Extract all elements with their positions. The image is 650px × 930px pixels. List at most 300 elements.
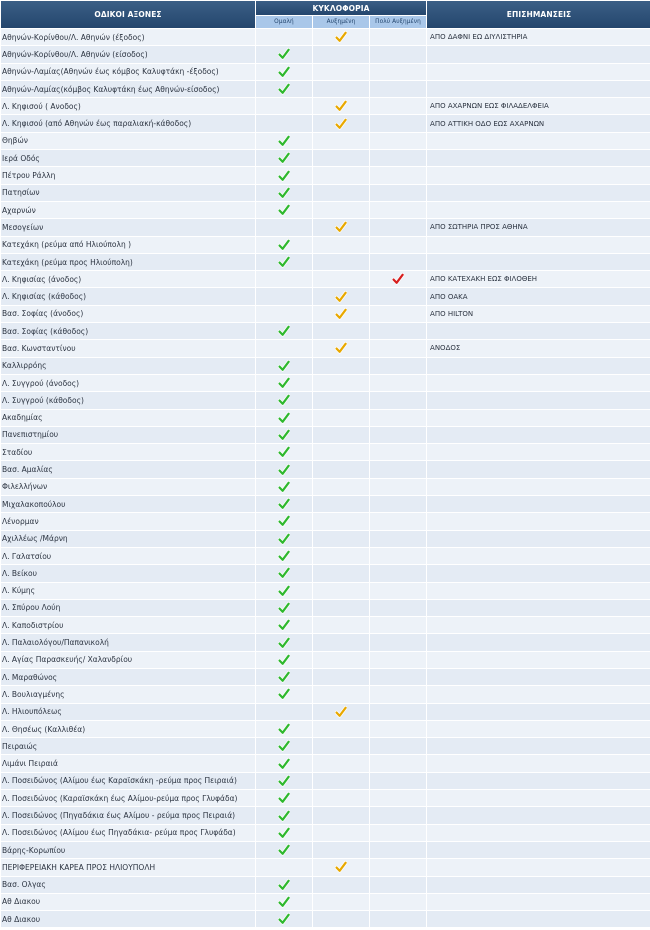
table-row [1, 652, 650, 668]
table-row [1, 669, 650, 685]
status-cell-normal [256, 410, 312, 426]
status-cell-normal [256, 496, 312, 512]
status-cell-normal [256, 237, 312, 253]
status-cell-increased [313, 461, 369, 477]
road-name: Λ. Ποσειδώνος (Αλίμου έως Καραϊσκάκη -ρεύμα προς Πειραιά) [1, 773, 255, 789]
status-cell-increased [313, 704, 369, 720]
status-cell-increased [313, 617, 369, 633]
note-cell [427, 565, 650, 581]
status-cell-normal [256, 98, 312, 114]
check-icon [335, 118, 347, 130]
status-cell-increased [313, 29, 369, 45]
road-name: Ιερά Οδός [1, 150, 255, 166]
note-cell [427, 755, 650, 771]
note-cell [427, 859, 650, 875]
status-cell-normal [256, 790, 312, 806]
status-cell-increased [313, 46, 369, 62]
status-cell-increased [313, 150, 369, 166]
status-cell-increased [313, 444, 369, 460]
status-cell-very-increased [370, 686, 426, 702]
table-row [1, 617, 650, 633]
table-row [1, 392, 650, 408]
road-name: Βάρης-Κορωπίου [1, 842, 255, 858]
status-cell-normal [256, 531, 312, 547]
check-icon [335, 342, 347, 354]
road-name: Βασ. Ολγας [1, 877, 255, 893]
status-cell-increased [313, 807, 369, 823]
table-row [1, 98, 650, 114]
check-icon [278, 446, 290, 458]
table-row [1, 237, 650, 253]
check-icon [278, 135, 290, 147]
road-name: Λ. Κύμης [1, 583, 255, 599]
status-cell-very-increased [370, 773, 426, 789]
check-icon [278, 48, 290, 60]
status-cell-very-increased [370, 479, 426, 495]
note-cell [427, 548, 650, 564]
status-cell-normal [256, 64, 312, 80]
status-cell-increased [313, 686, 369, 702]
note-cell [427, 634, 650, 650]
status-cell-increased [313, 496, 369, 512]
status-cell-normal [256, 479, 312, 495]
note-cell [427, 669, 650, 685]
note-cell [427, 894, 650, 910]
table-row [1, 288, 650, 304]
table-row [1, 755, 650, 771]
status-cell-very-increased [370, 513, 426, 529]
note-cell [427, 513, 650, 529]
note-cell [427, 721, 650, 737]
status-cell-very-increased [370, 219, 426, 235]
normal-header: Ομαλή [256, 16, 312, 28]
status-cell-very-increased [370, 721, 426, 737]
check-icon [392, 273, 404, 285]
status-cell-very-increased [370, 911, 426, 927]
table-row [1, 790, 650, 806]
status-cell-increased [313, 254, 369, 270]
status-cell-increased [313, 600, 369, 616]
status-cell-very-increased [370, 340, 426, 356]
notes-header: ΕΠΙΣΗΜΑΝΣΕΙΣ [427, 1, 650, 28]
status-cell-normal [256, 548, 312, 564]
note-cell [427, 790, 650, 806]
check-icon [278, 775, 290, 787]
status-cell-normal [256, 133, 312, 149]
check-icon [278, 844, 290, 856]
road-name: Φιλελλήνων [1, 479, 255, 495]
status-cell-very-increased [370, 185, 426, 201]
status-cell-normal [256, 583, 312, 599]
road-name: Λ. Σπύρου Λούη [1, 600, 255, 616]
check-icon [278, 204, 290, 216]
road-name: Βασ. Σοφίας (κάθοδος) [1, 323, 255, 339]
status-cell-normal [256, 911, 312, 927]
status-cell-normal [256, 340, 312, 356]
road-name: Αχιλλέως /Μάρνη [1, 531, 255, 547]
table-row [1, 427, 650, 443]
table-row [1, 738, 650, 754]
status-cell-increased [313, 81, 369, 97]
road-name: Καλλιρρόης [1, 358, 255, 374]
status-cell-increased [313, 392, 369, 408]
note-cell [427, 461, 650, 477]
status-cell-very-increased [370, 652, 426, 668]
note-cell [427, 167, 650, 183]
road-name: Λ. Θησέως (Καλλιθέα) [1, 721, 255, 737]
note-cell [427, 617, 650, 633]
status-cell-normal [256, 288, 312, 304]
note-cell [427, 600, 650, 616]
road-name: Λ. Γαλατσίου [1, 548, 255, 564]
table-row [1, 306, 650, 322]
status-cell-normal [256, 323, 312, 339]
status-cell-very-increased [370, 98, 426, 114]
road-name: Κατεχάκη (ρεύμα προς Ηλιούπολη) [1, 254, 255, 270]
status-cell-normal [256, 617, 312, 633]
note-cell [427, 479, 650, 495]
status-cell-increased [313, 479, 369, 495]
status-cell-normal [256, 634, 312, 650]
note-cell: ΑΠΟ ΚΑΤΕΧΑΚΗ ΕΩΣ ΦΙΛΟΘΕΗ [427, 271, 650, 287]
road-name: Λένορμαν [1, 513, 255, 529]
check-icon [278, 654, 290, 666]
table-row [1, 877, 650, 893]
note-cell [427, 64, 650, 80]
road-name: Λ. Ποσειδώνος (Αλίμου έως Πηγαδάκια- ρεύμα προς Γλυφάδα) [1, 825, 255, 841]
note-cell [427, 323, 650, 339]
table-row [1, 444, 650, 460]
check-icon [278, 533, 290, 545]
check-icon [335, 100, 347, 112]
note-cell [427, 150, 650, 166]
status-cell-increased [313, 859, 369, 875]
status-cell-normal [256, 600, 312, 616]
table-row [1, 773, 650, 789]
status-cell-increased [313, 202, 369, 218]
status-cell-very-increased [370, 600, 426, 616]
table-row [1, 825, 650, 841]
status-cell-very-increased [370, 444, 426, 460]
road-name: Λ. Ηλιουπόλεως [1, 704, 255, 720]
check-icon [335, 221, 347, 233]
road-name: Θηβών [1, 133, 255, 149]
status-cell-very-increased [370, 81, 426, 97]
status-cell-very-increased [370, 427, 426, 443]
table-row [1, 859, 650, 875]
road-name: Λ. Παλαιολόγου/Παπανικολή [1, 634, 255, 650]
status-cell-increased [313, 773, 369, 789]
table-row [1, 565, 650, 581]
note-cell [427, 254, 650, 270]
road-name: Λ. Κηφισού ( Ανοδος) [1, 98, 255, 114]
status-cell-increased [313, 358, 369, 374]
status-cell-increased [313, 894, 369, 910]
status-cell-normal [256, 686, 312, 702]
road-name: Πανεπιστημίου [1, 427, 255, 443]
status-cell-increased [313, 513, 369, 529]
status-cell-normal [256, 738, 312, 754]
status-cell-increased [313, 842, 369, 858]
table-row [1, 81, 650, 97]
road-name: Λ. Ποσειδώνος (Καραϊσκάκη έως Αλίμου-ρεύμα προς Γλυφάδα) [1, 790, 255, 806]
table-row [1, 479, 650, 495]
table-row [1, 842, 650, 858]
status-cell-normal [256, 392, 312, 408]
note-cell [427, 773, 650, 789]
table-row [1, 64, 650, 80]
traffic-header: ΚΥΚΛΟΦΟΡΙΑ [256, 1, 426, 15]
check-icon [335, 31, 347, 43]
road-name: Πειραιώς [1, 738, 255, 754]
note-cell: ΑΝΟΔΟΣ [427, 340, 650, 356]
status-cell-increased [313, 167, 369, 183]
note-cell: ΑΠΟ ΔΑΦΝΙ ΕΩ ΔΙΥΛΙΣΤΗΡΙΑ [427, 29, 650, 45]
check-icon [278, 567, 290, 579]
table-row [1, 115, 650, 131]
note-cell [427, 842, 650, 858]
road-name: Λ. Συγγρού (κάθοδος) [1, 392, 255, 408]
very-increased-header: Πολύ Αυξημένη [370, 16, 426, 28]
status-cell-increased [313, 583, 369, 599]
status-cell-normal [256, 807, 312, 823]
table-row [1, 133, 650, 149]
status-cell-very-increased [370, 894, 426, 910]
road-name: Αθηνών-Κορίνθου/Λ. Αθηνών (είσοδος) [1, 46, 255, 62]
status-cell-very-increased [370, 548, 426, 564]
status-cell-normal [256, 842, 312, 858]
status-cell-very-increased [370, 375, 426, 391]
status-cell-very-increased [370, 634, 426, 650]
road-name: ΠΕΡΙΦΕΡΕΙΑΚΗ ΚΑΡΕΑ ΠΡΟΣ ΗΛΙΟΥΠΟΛΗ [1, 859, 255, 875]
note-cell: ΑΠΟ ΟΑΚΑ [427, 288, 650, 304]
status-cell-increased [313, 877, 369, 893]
table-row [1, 496, 650, 512]
check-icon [278, 481, 290, 493]
note-cell [427, 704, 650, 720]
road-name: Λ. Βουλιαγμένης [1, 686, 255, 702]
road-name: Αθ Διακου [1, 911, 255, 927]
road-name: Αχαρνών [1, 202, 255, 218]
status-cell-increased [313, 531, 369, 547]
status-cell-increased [313, 306, 369, 322]
check-icon [278, 187, 290, 199]
check-icon [278, 66, 290, 78]
table-row [1, 461, 650, 477]
check-icon [278, 740, 290, 752]
status-cell-very-increased [370, 64, 426, 80]
status-cell-very-increased [370, 461, 426, 477]
status-cell-increased [313, 825, 369, 841]
status-cell-increased [313, 911, 369, 927]
status-cell-very-increased [370, 115, 426, 131]
note-cell [427, 185, 650, 201]
note-cell [427, 202, 650, 218]
status-cell-normal [256, 375, 312, 391]
status-cell-very-increased [370, 410, 426, 426]
table-row [1, 634, 650, 650]
note-cell [427, 911, 650, 927]
status-cell-very-increased [370, 167, 426, 183]
status-cell-increased [313, 323, 369, 339]
status-cell-increased [313, 669, 369, 685]
table-row [1, 531, 650, 547]
road-name: Λ. Αγίας Παρασκευής/ Χαλανδρίου [1, 652, 255, 668]
status-cell-increased [313, 288, 369, 304]
status-cell-increased [313, 410, 369, 426]
note-cell [427, 46, 650, 62]
check-icon [278, 879, 290, 891]
status-cell-very-increased [370, 358, 426, 374]
status-cell-very-increased [370, 150, 426, 166]
check-icon [278, 723, 290, 735]
check-icon [278, 256, 290, 268]
check-icon [278, 758, 290, 770]
status-cell-normal [256, 81, 312, 97]
road-name: Βασ. Αμαλίας [1, 461, 255, 477]
check-icon [335, 861, 347, 873]
status-cell-very-increased [370, 565, 426, 581]
road-name: Λ. Συγγρού (άνοδος) [1, 375, 255, 391]
road-name: Λιμάνι Πειραιά [1, 755, 255, 771]
status-cell-normal [256, 513, 312, 529]
table-row [1, 548, 650, 564]
status-cell-very-increased [370, 617, 426, 633]
status-cell-normal [256, 306, 312, 322]
note-cell [427, 237, 650, 253]
status-cell-increased [313, 427, 369, 443]
road-name: Βασ. Κωνσταντίνου [1, 340, 255, 356]
status-cell-very-increased [370, 133, 426, 149]
status-cell-normal [256, 773, 312, 789]
status-cell-increased [313, 790, 369, 806]
road-name: Λ. Ποσειδώνος (Πηγαδάκια έως Αλίμου - ρεύμα προς Πειραιά) [1, 807, 255, 823]
status-cell-increased [313, 219, 369, 235]
status-cell-very-increased [370, 755, 426, 771]
status-cell-increased [313, 634, 369, 650]
note-cell [427, 358, 650, 374]
status-cell-increased [313, 565, 369, 581]
road-name: Βασ. Σοφίας (άνοδος) [1, 306, 255, 322]
table-row [1, 721, 650, 737]
road-name: Μιχαλακοπούλου [1, 496, 255, 512]
status-cell-very-increased [370, 288, 426, 304]
status-cell-increased [313, 271, 369, 287]
note-cell: ΑΠΟ ΣΩΤΗΡΙΑ ΠΡΟΣ ΑΘΗΝΑ [427, 219, 650, 235]
note-cell [427, 807, 650, 823]
note-cell [427, 133, 650, 149]
check-icon [278, 602, 290, 614]
road-name: Ακαδημίας [1, 410, 255, 426]
note-cell [427, 877, 650, 893]
status-cell-very-increased [370, 669, 426, 685]
check-icon [335, 308, 347, 320]
status-cell-very-increased [370, 583, 426, 599]
check-icon [278, 827, 290, 839]
check-icon [278, 585, 290, 597]
status-cell-very-increased [370, 254, 426, 270]
status-cell-normal [256, 271, 312, 287]
status-cell-normal [256, 444, 312, 460]
status-cell-increased [313, 755, 369, 771]
status-cell-very-increased [370, 202, 426, 218]
check-icon [278, 688, 290, 700]
table-row [1, 704, 650, 720]
table-row [1, 340, 650, 356]
status-cell-normal [256, 219, 312, 235]
status-cell-very-increased [370, 738, 426, 754]
status-cell-very-increased [370, 825, 426, 841]
note-cell: ΑΠΟ ΑΧΑΡΝΩΝ ΕΩΣ ΦΙΛΑΔΕΛΦΕΙΑ [427, 98, 650, 114]
status-cell-increased [313, 64, 369, 80]
status-cell-normal [256, 167, 312, 183]
note-cell [427, 583, 650, 599]
table-row [1, 219, 650, 235]
status-cell-increased [313, 185, 369, 201]
note-cell [427, 427, 650, 443]
road-name: Αθ Διακου [1, 894, 255, 910]
note-cell: ΑΠΟ HILTON [427, 306, 650, 322]
status-cell-increased [313, 237, 369, 253]
status-cell-very-increased [370, 704, 426, 720]
status-cell-increased [313, 115, 369, 131]
check-icon [278, 377, 290, 389]
status-cell-normal [256, 115, 312, 131]
note-cell [427, 444, 650, 460]
note-cell [427, 410, 650, 426]
road-name: Σταδίου [1, 444, 255, 460]
road-name: Πέτρου Ράλλη [1, 167, 255, 183]
status-cell-normal [256, 46, 312, 62]
status-cell-very-increased [370, 859, 426, 875]
table-row [1, 583, 650, 599]
check-icon [278, 896, 290, 908]
table-row [1, 894, 650, 910]
road-name: Λ. Κηφισίας (κάθοδος) [1, 288, 255, 304]
check-icon [278, 360, 290, 372]
check-icon [278, 325, 290, 337]
table-row [1, 911, 650, 927]
status-cell-normal [256, 254, 312, 270]
status-cell-very-increased [370, 306, 426, 322]
check-icon [278, 913, 290, 925]
status-cell-normal [256, 859, 312, 875]
road-name: Μεσογείων [1, 219, 255, 235]
note-cell [427, 496, 650, 512]
note-cell [427, 738, 650, 754]
status-cell-very-increased [370, 271, 426, 287]
status-cell-increased [313, 738, 369, 754]
status-cell-normal [256, 652, 312, 668]
table-row [1, 410, 650, 426]
check-icon [278, 550, 290, 562]
table-row [1, 807, 650, 823]
note-cell [427, 81, 650, 97]
table-row [1, 600, 650, 616]
road-name: Λ. Κηφισού (από Αθηνών έως παραλιακή-κάθοδος) [1, 115, 255, 131]
status-cell-normal [256, 704, 312, 720]
check-icon [278, 498, 290, 510]
status-cell-normal [256, 185, 312, 201]
note-cell [427, 531, 650, 547]
status-cell-increased [313, 721, 369, 737]
status-cell-very-increased [370, 323, 426, 339]
status-cell-normal [256, 29, 312, 45]
check-icon [278, 152, 290, 164]
check-icon [278, 810, 290, 822]
status-cell-normal [256, 877, 312, 893]
check-icon [278, 83, 290, 95]
